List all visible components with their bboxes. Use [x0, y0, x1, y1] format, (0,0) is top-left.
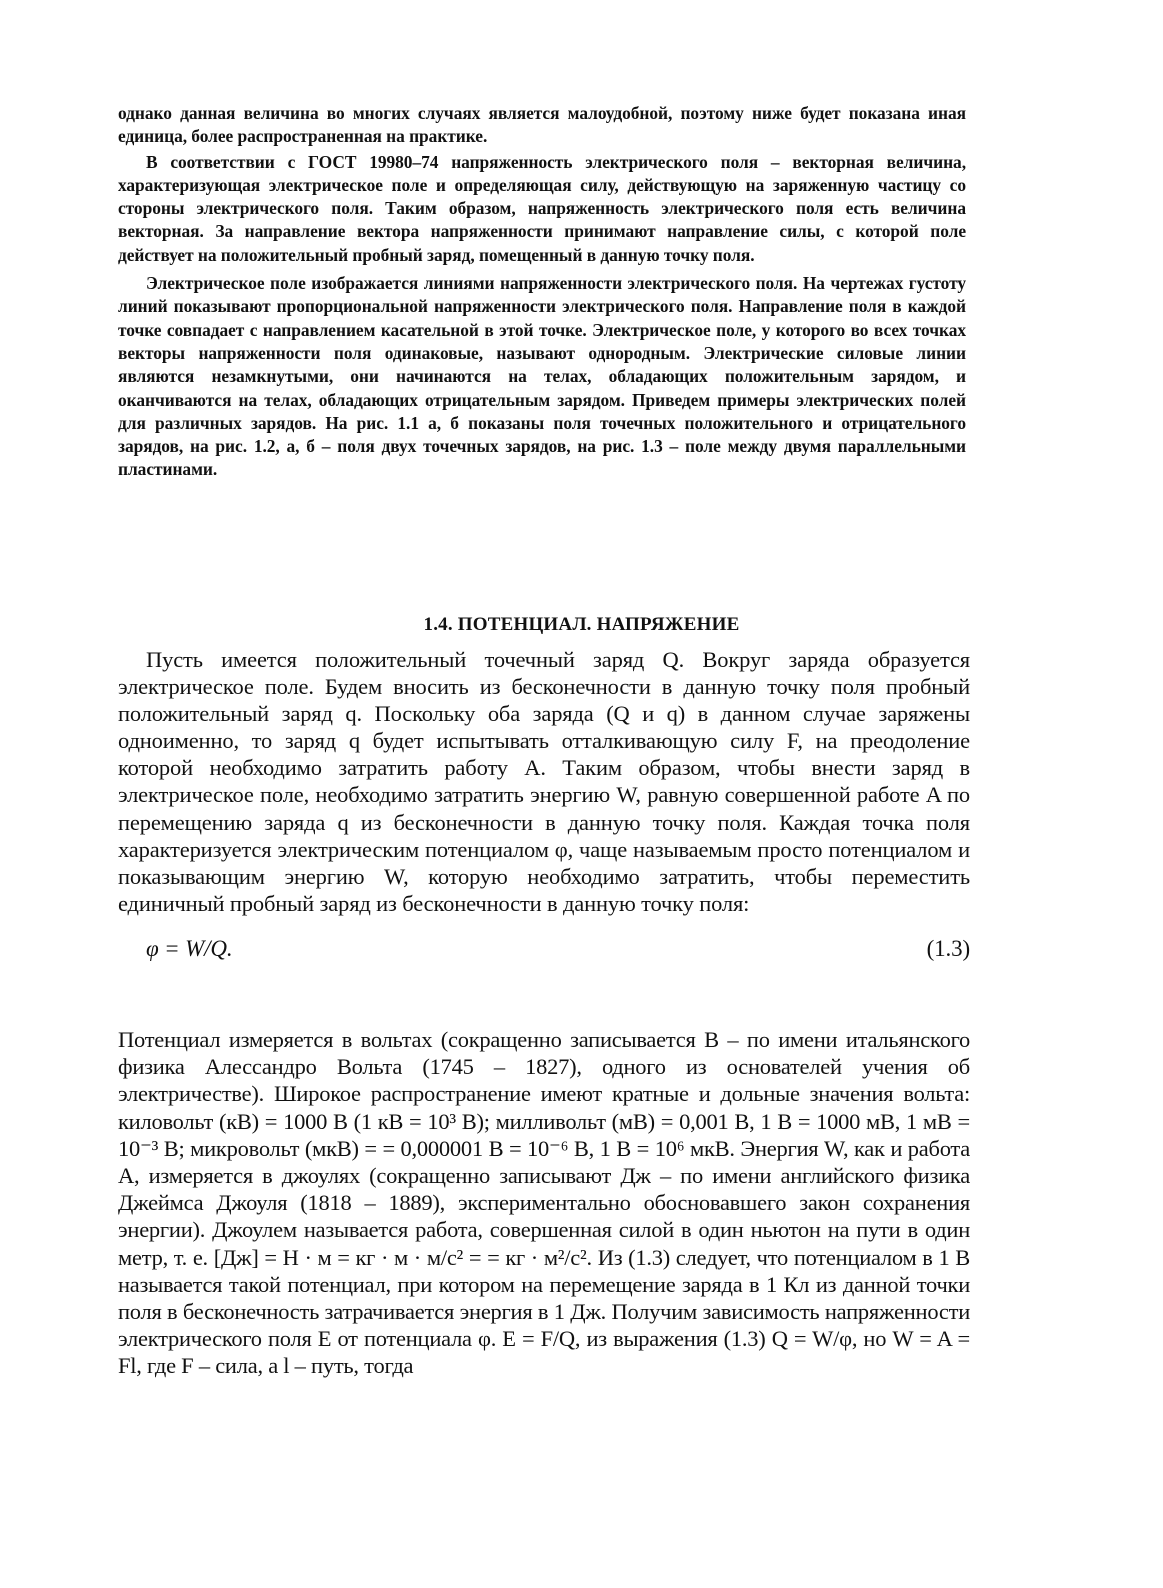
formula-row	[118, 935, 970, 989]
paragraph-volt-units: Потенциал измеряется в вольтах (сокращенно записывается В – по имени итальянского физика Алессандро Вольта (1745 – 1827), одного из основателей учения об электричестве). Широкое распространение имеют кратные и дольные значения вольта: киловольт (кВ) = 1000 В (1 кВ = 10³ В); милливольт (мВ) = 0,001 В, 1 В = 1000 мВ, 1 мВ = 10⁻³ В; микровольт (мкВ) = = 0,000001 В = 10⁻⁶ В, 1 В = 10⁶ мкВ. Энергия W, как и работа A, измеряется в джоулях (сокращенно записывают Дж – по имени английского физика Джеймса Джоуля (1818 – 1889), экспериментально обосновавшего закон сохранения энергии). Джоулем называется работа, совершенная силой в один ньютон на пути в один метр, т. е. [Дж] = Н · м = кг · м · м/с² = = кг · м²/с². Из (1.3) следует, что потенциалом в 1 В называется такой потенциал, при котором на перемещение заряда в 1 Кл из данной точки поля в бесконечность затрачивается энергия в 1 Дж. Получим зависимость напряженности электрического поля E от потенциала φ. E = F/Q, из выражения (1.3) Q = W/φ, но W = A = Fl, где F – сила, а l – путь, тогда	[118, 1027, 970, 1379]
main-text-block	[118, 646, 970, 997]
paragraph-gost-definition: В соответствии с ГОСТ 19980–74 напряженность электрического поля – векторная величина, характеризующая электрическое поле и определяющая силу, действующую на заряженную частицу со стороны электрического поля. Таким образом, напряженность электрического поля есть величина векторная. За направление вектора напряженности принимают направление силы, с которой поле действует на положительный пробный заряд, помещенный в данную точку поля.	[118, 151, 966, 265]
formula-potential: φ = W/Q.	[146, 935, 233, 961]
section-title: 1.4. ПОТЕНЦИАЛ. НАПРЯЖЕНИЕ	[423, 614, 740, 635]
paragraph-field-lines: Электрическое поле изображается линиями напряженности электрического поля. На чертежах густоту линий показывают пропорциональной напряженности электрического поля. Направление поля в каждой точке совпадает с направлением касательной в этой точке. Электрическое поле, у которого во всех точках векторы напряженности поля одинаковые, называют однородным. Электрические силовые линии являются незамкнутыми, они начинаются на телах, обладающих положительным зарядом, и оканчиваются на телах, обладающих отрицательным зарядом. Приведем примеры электрических полей для различных зарядов. На рис. 1.1 а, б показаны поля точечных положительного и отрицательного зарядов, на рис. 1.2, а, б – поля двух точечных зарядов, на рис. 1.3 – поле между двумя параллельными пластинами.	[118, 273, 966, 480]
bottom-text-block	[118, 1026, 970, 1380]
paragraph-continuation: однако данная величина во многих случаях является малоудобной, поэтому ниже будет показана иная единица, более распространенная на практике.	[118, 103, 966, 147]
paragraph-potential-intro: Пусть имеется положительный точечный заряд Q. Вокруг заряда образуется электрическое поле. Будем вносить из бесконечности в данную точку поля пробный положительный заряд q. Поскольку оба заряда (Q и q) в данном случае заряжены одноименно, то заряд q будет испытывать отталкивающую силу F, на преодоление которой необходимо затратить работу A. Таким образом, чтобы внести заряд в электрическое поле, необходимо затратить энергию W, равную совершенной работе A по перемещению заряда q из бесконечности в данную точку поля. Каждая точка поля характеризуется электрическим потенциалом φ, чаще называемым просто потенциалом и показывающим энергию W, которую необходимо затратить, чтобы переместить единичный пробный заряд из бесконечности в данную точку поля:	[118, 647, 970, 916]
top-text-block	[118, 102, 966, 482]
formula-number: (1.3)	[926, 935, 970, 961]
